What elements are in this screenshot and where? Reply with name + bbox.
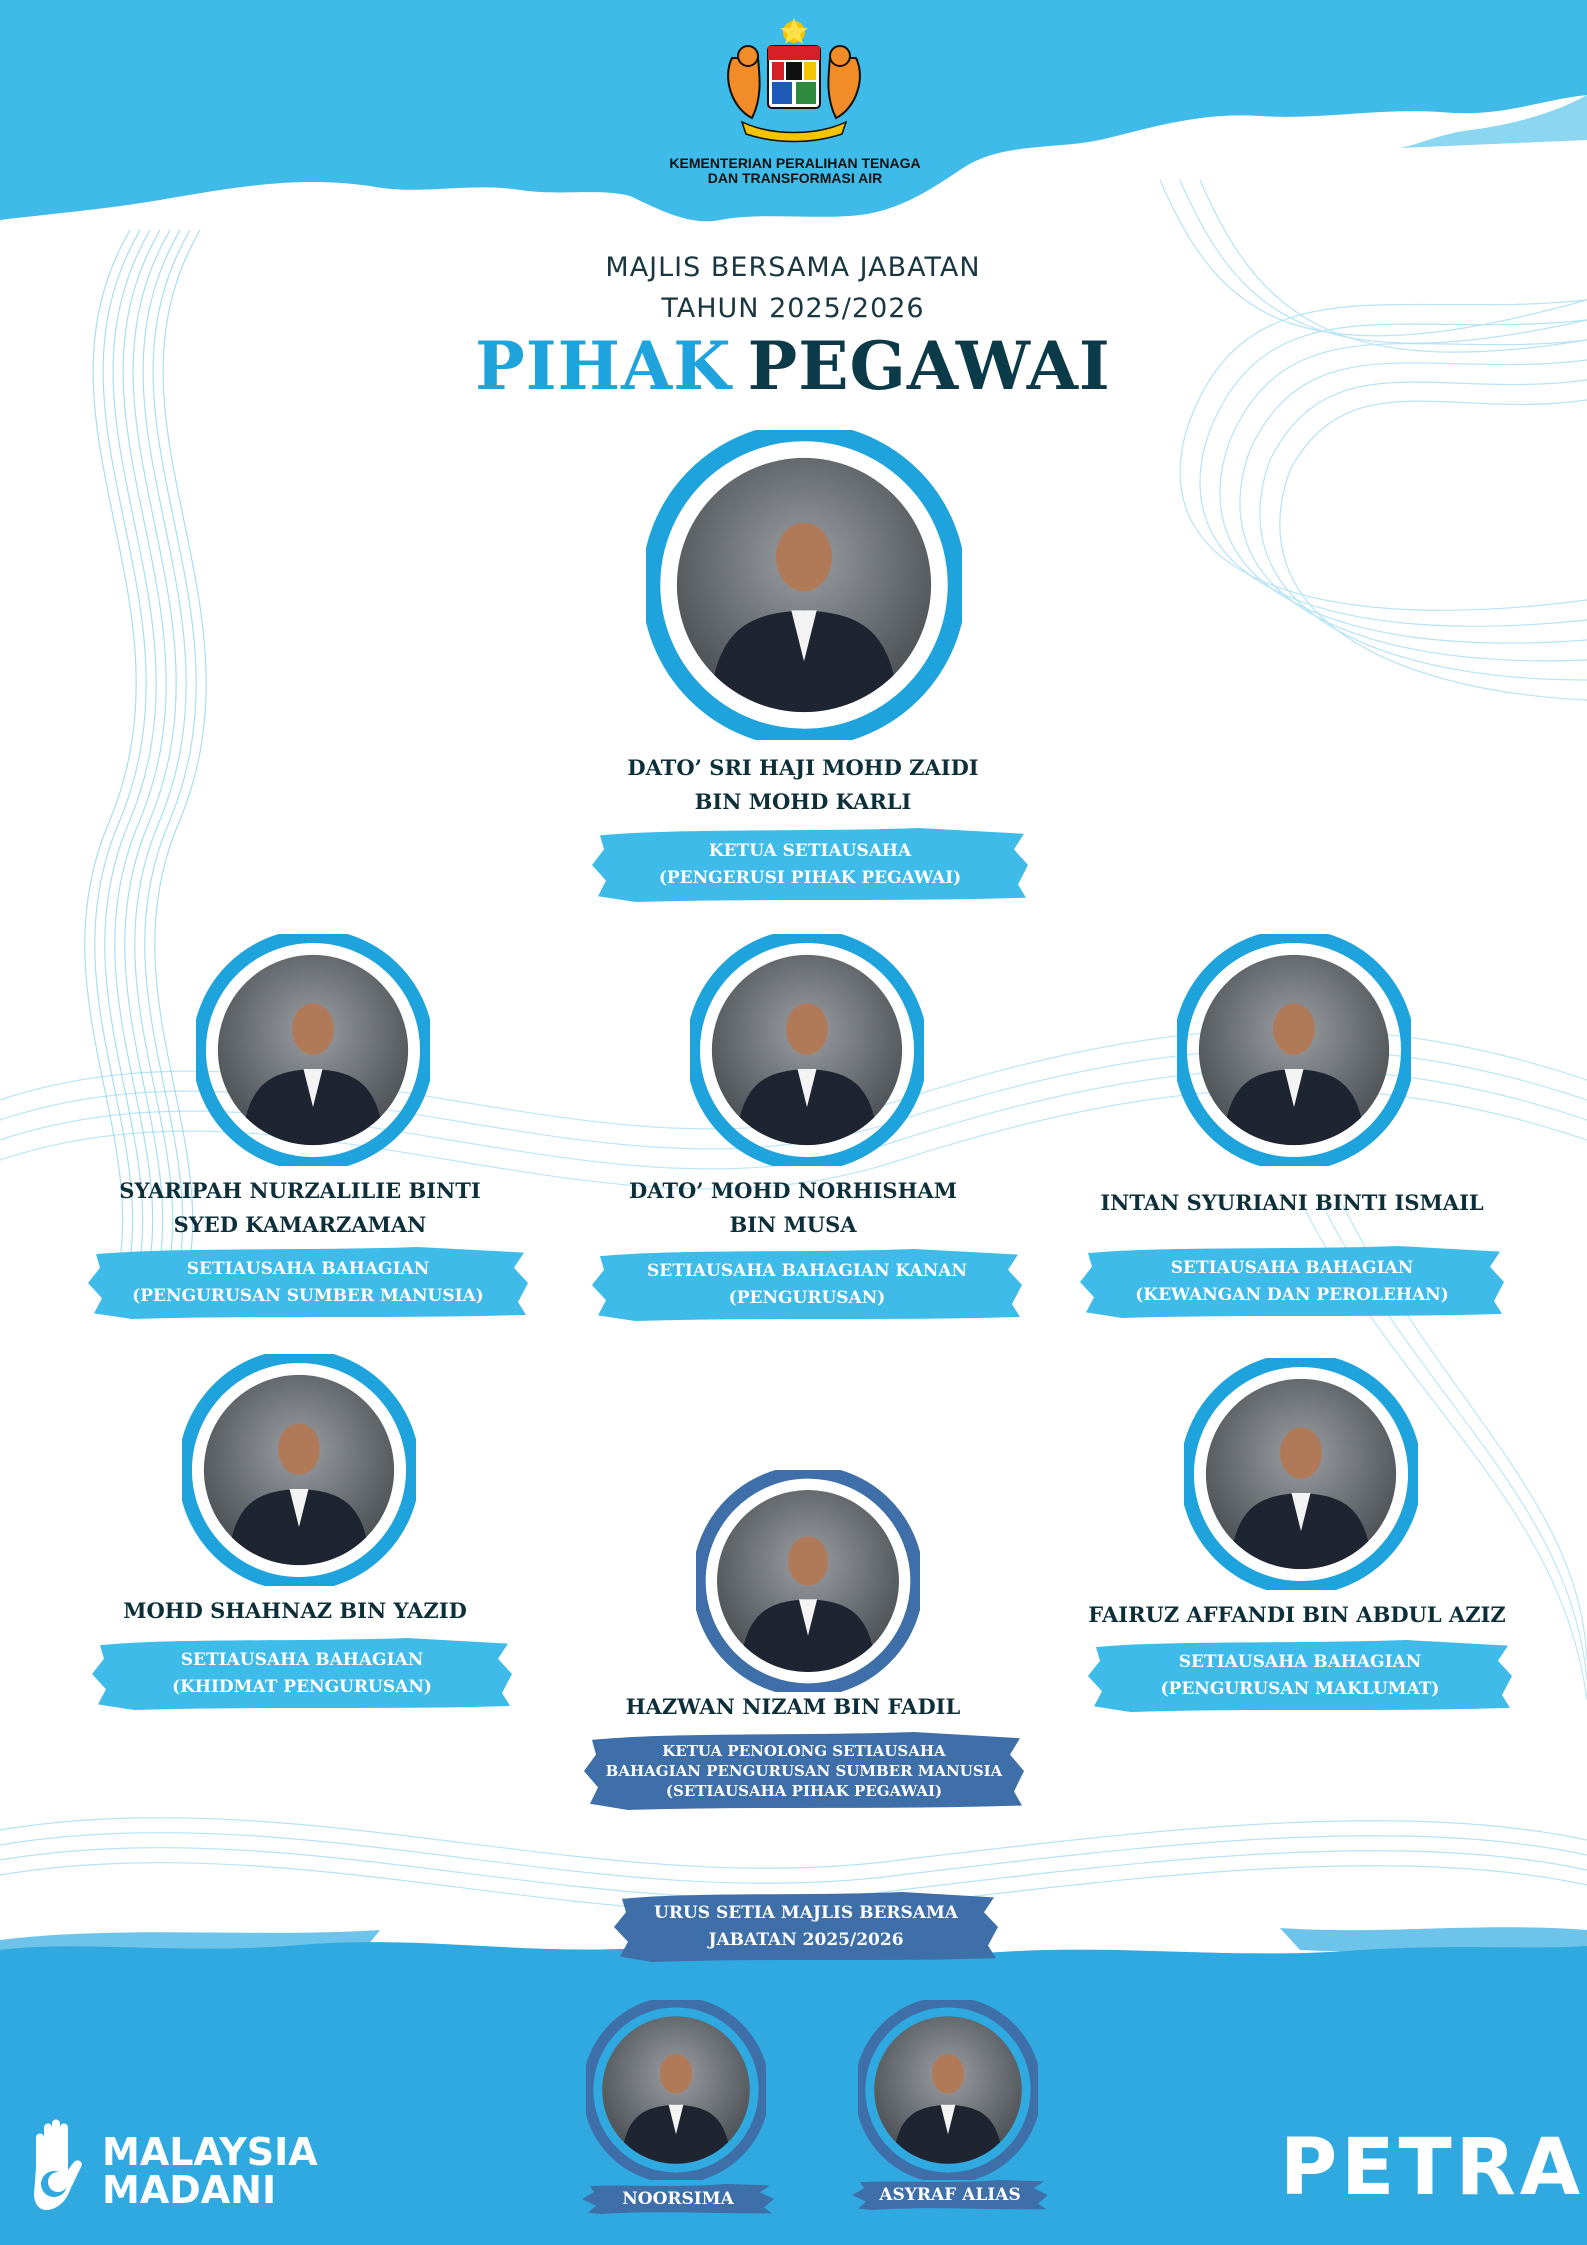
secretariat-name-asyraf [852, 2178, 1048, 2212]
member-photo-norhisham [690, 934, 924, 1166]
member-name-syaripah-line-2: SYED KAMARZAMAN [173, 1212, 427, 1237]
member-role-norhisham [592, 1247, 1022, 1323]
member-name-shahnaz-line-1: MOHD SHAHNAZ BIN YAZID [123, 1598, 467, 1623]
member-role-intan [1080, 1244, 1504, 1320]
ministry-name [600, 156, 990, 186]
title-line-1: MAJLIS BERSAMA JABATAN [605, 252, 981, 283]
title-line-2: TAHUN 2025/2026 [661, 293, 925, 324]
member-role-hazwan-line-3: (SETIAUSAHA PIHAK PEGAWAI) [665, 1782, 943, 1800]
headline-part-2: PEGAWAI [747, 327, 1111, 405]
member-role-shahnaz [92, 1636, 512, 1712]
portrait-graphic [182, 1354, 416, 1586]
secretariat-name-noorsima-text: NOORSIMA [622, 2189, 734, 2209]
member-role-hazwan-line-2: BAHAGIAN PENGURUSAN SUMBER MANUSIA [605, 1762, 1003, 1780]
ministry-line-1: KEMENTERIAN PERALIHAN TENAGA [669, 155, 921, 171]
member-role-syaripah-line-1: SETIAUSAHA BAHAGIAN [186, 1259, 430, 1279]
member-role-fairuz-line-2: (PENGURUSAN MAKLUMAT) [1160, 1679, 1440, 1699]
chairman-name-line-1: DATO’ SRI HAJI MOHD ZAIDI [627, 755, 979, 780]
member-role-shahnaz-line-1: SETIAUSAHA BAHAGIAN [180, 1650, 424, 1670]
member-name-fairuz-line-1: FAIRUZ AFFANDI BIN ABDUL AZIZ [1088, 1602, 1506, 1627]
member-role-syaripah [88, 1245, 528, 1321]
member-role-hazwan-line-1: KETUA PENOLONG SETIAUSAHA [662, 1742, 946, 1760]
portrait-graphic [646, 430, 962, 740]
member-photo-syaripah [196, 934, 430, 1166]
chairman-role-banner [592, 826, 1028, 904]
portrait-graphic [696, 1470, 920, 1692]
member-name-shahnaz [70, 1594, 520, 1628]
member-name-hazwan [568, 1690, 1018, 1724]
portrait-graphic [690, 934, 924, 1166]
chairman-name-line-2: BIN MOHD KARLI [694, 789, 912, 814]
member-role-norhisham-line-2: (PENGURUSAN) [728, 1288, 886, 1308]
page-headline [293, 326, 1293, 406]
chairman-photo [646, 430, 962, 740]
chairman-role-line-2: (PENGERUSI PIHAK PEGAWAI) [658, 868, 962, 888]
chairman-role-line-1: KETUA SETIAUSAHA [708, 841, 912, 861]
secretariat-label-line-2: JABATAN 2025/2026 [708, 1930, 904, 1950]
portrait-graphic [858, 2000, 1038, 2180]
member-name-fairuz [1032, 1598, 1562, 1632]
secretariat-name-noorsima [582, 2182, 774, 2216]
member-name-intan [1067, 1186, 1517, 1220]
madani-line-2: MADANI [102, 2168, 277, 2212]
member-photo-fairuz [1184, 1358, 1418, 1590]
secretariat-label [614, 1890, 998, 1964]
member-photo-shahnaz [182, 1354, 416, 1586]
portrait-graphic [196, 934, 430, 1166]
chairman-name [543, 751, 1063, 819]
portrait-graphic [586, 2000, 766, 2180]
portrait-graphic [1184, 1358, 1418, 1590]
petra-logo-text: PETRA [1280, 2123, 1585, 2213]
secretariat-photo-noorsima [586, 2000, 766, 2180]
secretariat-name-asyraf-text: ASYRAF ALIAS [879, 2185, 1021, 2205]
member-name-hazwan-line-1: HAZWAN NIZAM BIN FADIL [625, 1694, 961, 1719]
madani-line-1: MALAYSIA [102, 2130, 318, 2174]
member-role-fairuz [1088, 1638, 1512, 1714]
madani-logo-text [102, 2130, 318, 2212]
member-photo-intan [1177, 934, 1411, 1166]
member-name-syaripah-line-1: SYARIPAH NURZALILIE BINTI [119, 1178, 481, 1203]
member-name-intan-line-1: INTAN SYURIANI BINTI ISMAIL [1100, 1190, 1484, 1215]
member-photo-hazwan [696, 1470, 920, 1692]
member-role-norhisham-line-1: SETIAUSAHA BAHAGIAN KANAN [647, 1261, 967, 1281]
coat-of-arms-logo [712, 18, 876, 148]
member-name-norhisham [568, 1174, 1018, 1242]
member-role-fairuz-line-1: SETIAUSAHA BAHAGIAN [1178, 1652, 1422, 1672]
member-name-syaripah [75, 1174, 525, 1242]
headline-part-1: PIHAK [475, 327, 732, 405]
member-role-intan-line-1: SETIAUSAHA BAHAGIAN [1170, 1258, 1414, 1278]
member-role-hazwan [584, 1730, 1024, 1812]
member-name-norhisham-line-2: BIN MUSA [729, 1212, 857, 1237]
member-name-norhisham-line-1: DATO’ MOHD NORHISHAM [629, 1178, 957, 1203]
portrait-graphic [1177, 934, 1411, 1166]
secretariat-photo-asyraf [858, 2000, 1038, 2180]
member-role-shahnaz-line-2: (KHIDMAT PENGURUSAN) [172, 1677, 432, 1697]
member-role-intan-line-2: (KEWANGAN DAN PEROLEHAN) [1135, 1285, 1449, 1305]
secretariat-label-line-1: URUS SETIA MAJLIS BERSAMA [654, 1903, 958, 1923]
member-role-syaripah-line-2: (PENGURUSAN SUMBER MANUSIA) [132, 1286, 484, 1306]
ministry-line-2: DAN TRANSFORMASI AIR [707, 170, 883, 186]
